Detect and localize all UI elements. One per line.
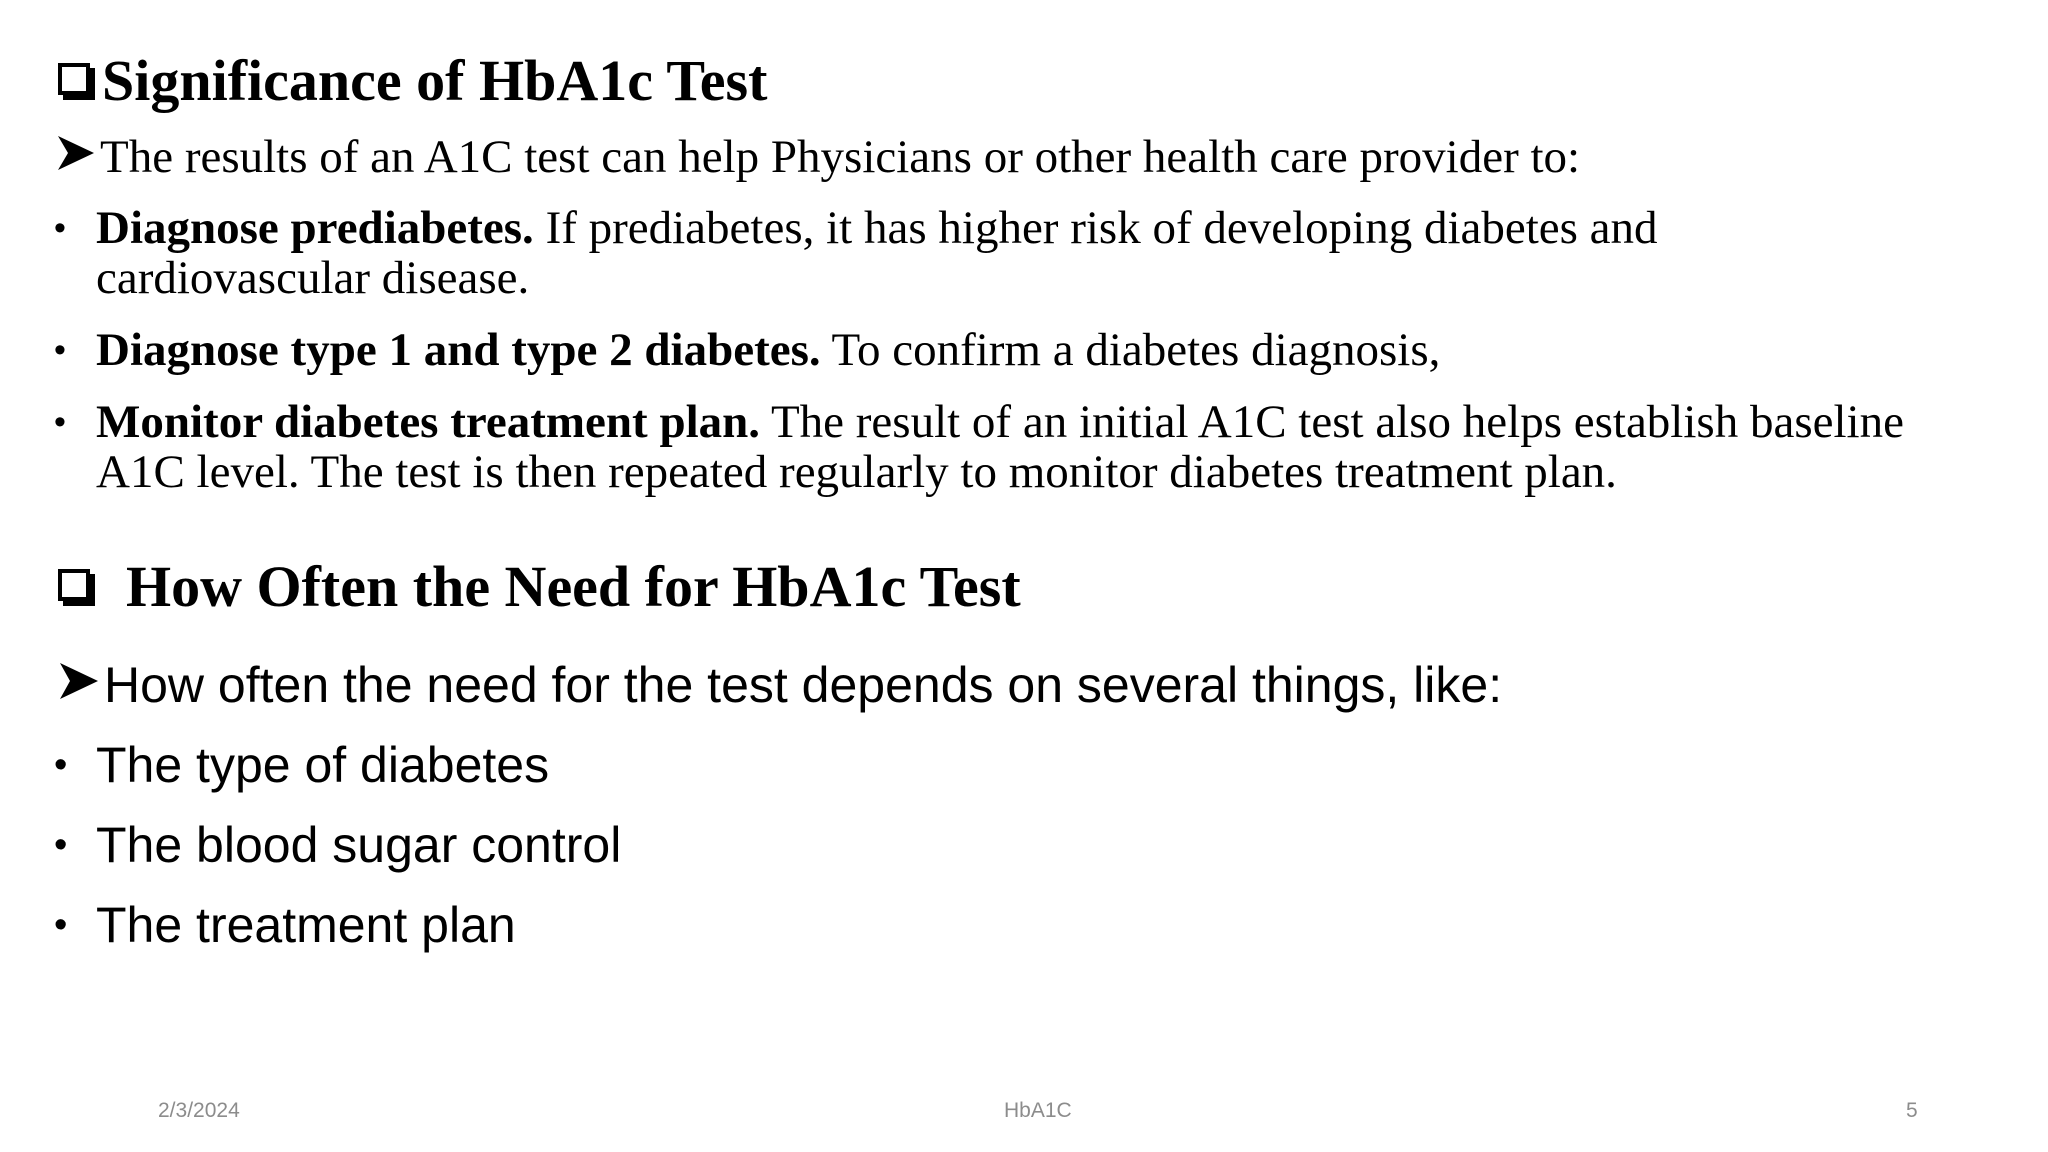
- bullet-dot: •: [54, 403, 66, 441]
- section2-heading-text: How Often the Need for HbA1c Test: [126, 554, 1021, 619]
- section2-intro: [58, 657, 1503, 713]
- list-item: [52, 203, 1932, 303]
- bullet-text: The blood sugar control: [96, 817, 622, 873]
- bullet-bold-text: Diagnose prediabetes.: [96, 202, 534, 254]
- checkbox-icon: [58, 63, 90, 95]
- section2-intro-text: How often the need for the test depends on several things, like:: [104, 657, 1503, 713]
- bullet-text: The type of diabetes: [96, 737, 550, 793]
- bullet-bold-text: Monitor diabetes treatment plan.: [96, 396, 761, 448]
- bullet-dot: •: [54, 824, 68, 866]
- list-item: [52, 397, 1922, 497]
- checkbox-icon: [58, 569, 90, 601]
- arrowhead-icon: [56, 134, 96, 181]
- list-item: [52, 817, 621, 873]
- section1-intro: [56, 131, 1581, 183]
- bullet-dot: •: [54, 744, 68, 786]
- footer-date: 2/3/2024: [158, 1099, 240, 1122]
- list-item: [52, 325, 1932, 375]
- list-item: [52, 897, 516, 953]
- footer-title: HbA1C: [1004, 1099, 1072, 1122]
- list-item: [52, 737, 549, 793]
- bullet-text: The result of an initial A1C test also helps establish baseline A1C level. The test is then repeated regularly to monitor diabetes treatment plan.: [96, 396, 1904, 498]
- arrowhead-icon: [58, 660, 100, 710]
- section1-heading: [58, 48, 768, 113]
- bullet-text: If prediabetes, it has higher risk of developing diabetes and cardiovascular disease.: [96, 202, 1658, 304]
- section1-heading-text: Significance of HbA1c Test: [102, 48, 768, 113]
- bullet-text: The treatment plan: [96, 897, 516, 953]
- bullet-dot: •: [54, 209, 66, 247]
- bullet-dot: •: [54, 904, 68, 946]
- slide-number: 5: [1906, 1099, 1918, 1122]
- bullet-dot: •: [54, 331, 66, 369]
- bullet-bold-text: Diagnose type 1 and type 2 diabetes.: [96, 324, 821, 376]
- section2-heading: [58, 554, 1021, 619]
- section1-intro-text: The results of an A1C test can help Physicians or other health care provider to:: [100, 131, 1581, 183]
- bullet-text: To confirm a diabetes diagnosis,: [820, 324, 1441, 376]
